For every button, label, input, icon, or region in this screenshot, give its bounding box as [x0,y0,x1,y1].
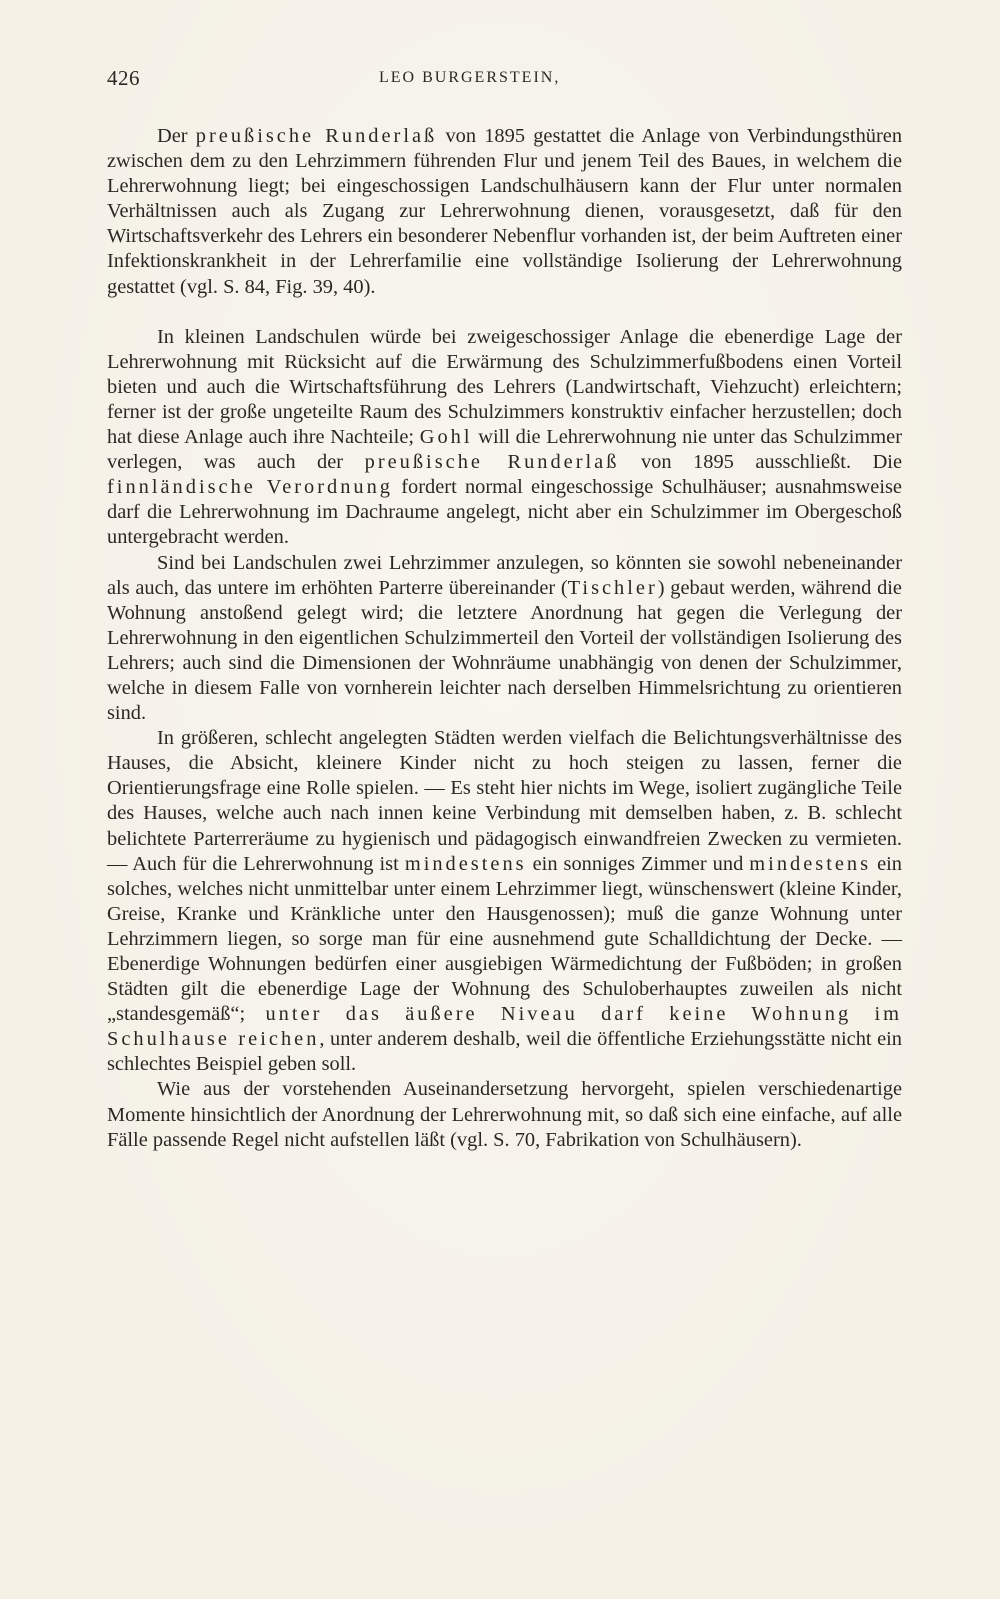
running-head: LEO BURGERSTEIN, [379,69,561,86]
text-span: In größeren, schlecht angelegten Städten werden vielfach die Belichtungsverhältnisse des Hauses, die Absicht, kleinere Kinder nicht zu hoch steigen zu lassen, ferner die Orientierungsfrage eine Rolle spielen. — Es steht hier nichts im Wege, isoliert zugängliche Teile des Hauses, welche auch nach innen keine Verbindung mit demselben haben, z. B. schlecht belichtete Parterreräume zu hygienisch und pädagogisch einwandfreien Zwecken zu vermieten. — Auch für die Lehrerwohnung ist [107,727,902,875]
text-span: will die Lehrerwohnung nie unter das Schulzimmer verlegen, was auch der [107,426,902,474]
emphasis-span: Gohl [419,426,473,449]
emphasis-span: finnländische Verordnung [107,476,393,499]
text-span: ein solches, welches nicht unmittelbar unter einem Lehrzimmer liegt, wünschenswert (kleine Kinder, Greise, Kranke und Kränkliche unter den Hausgenossen); muß die ganze Wohnung unter Lehrzimmern liegen, so sorge man für eine ausnehmend gute Schalldichtung der Decke. — Ebenerdige Wohnungen bedürfen einer ausgiebigen Wärmedichtung der Fußböden; in großen Städten gilt die ebenerdige Lage der Wohnung des Schuloberhauptes zuweilen als nicht „standesgemäß“; [107,852,902,1026]
page-number: 426 [107,66,140,90]
text-span: In kleinen Landschulen würde bei zweigeschossiger Anlage die ebenerdige Lage der Lehrerwohnung mit Rücksicht auf die Erwärmung des Schulzimmerfußbodens einen Vorteil bieten und auch die Wirtschaftsführung des Lehrers (Landwirtschaft, Viehzucht) erleichtern; ferner ist der große ungeteilte Raum des Schulzimmers konstruktiv einfacher herzustellen; doch hat diese Anlage auch ihre Nachteile; [107,325,902,449]
emphasis-span: Tischler [567,576,658,599]
text-span: von 1895 ausschließt. Die [619,451,903,474]
text-span: ein sonniges Zimmer und [526,852,750,875]
emphasis-span: unter das äußere Niveau darf keine Wohnung im Schulhause reichen [107,1003,902,1051]
body-text [107,124,902,1153]
emphasis-span: mindestens [749,852,872,875]
emphasis-span: preußische Runderlaß [364,451,620,474]
text-span: ) gebaut werden, während die Wohnung anstoßend gelegt wird; die letztere Anordnung hat gegen die Verlegung der Lehrerwohnung in den eigentlichen Schulzimmerteil den Vorteil der vollständigen Isolierung des Lehrers; auch sind die Dimensionen der Wohnräume unabhängig von denen der Schulzimmer, welche in diesem Falle von vornherein leichter nach derselben Himmelsrichtung zu orientieren sind. [107,576,902,725]
paragraph-5 [107,1077,902,1152]
text-span: fordert normal eingeschossige Schulhäuser; ausnahmsweise darf die Lehrerwohnung im Dachraume angelegt, nicht aber ein Schulzimmer im Obergeschoß untergebracht werden. [107,476,902,549]
emphasis-span: mindestens [404,852,527,875]
text-span: Sind bei Landschulen zwei Lehrzimmer anzulegen, so könnten sie sowohl nebeneinander als auch, das untere im erhöhten Parterre übereinander ( [107,551,902,599]
text-span: Der [157,125,196,147]
paragraph-2 [107,325,902,551]
text-span: , unter anderem deshalb, weil die öffentliche Erziehungsstätte nicht ein schlechtes Beispiel geben soll. [107,1028,902,1076]
paragraph-1 [107,124,902,300]
page-header [107,66,903,96]
text-span: von 1895 gestattet die Anlage von Verbindungsthüren zwischen dem zu den Lehrzimmern führenden Flur und jenem Teil des Baues, in welchem die Lehrerwohnung liegt; bei eingeschossigen Landschulhäusern kann der Flur unter normalen Verhältnissen auch als Zugang zur Lehrerwohnung dienen, vorausgesetzt, daß für den Wirtschaftsverkehr des Lehrers ein besonderer Nebenflur vorhanden ist, der beim Auftreten einer Infektionskrankheit in der Lehrerfamilie eine vollständige Isolierung der Lehrerwohnung gestattet (vgl. S. 84, Fig. 39, 40). [107,125,903,298]
paragraph-3 [107,551,902,727]
text-span: Wie aus der vorstehenden Auseinandersetzung hervorgeht, spielen verschiedenartige Momente hinsichtlich der Anordnung der Lehrerwohnung mit, so daß sich eine einfache, auf alle Fälle passende Regel nicht aufstellen läßt (vgl. S. 70, Fabrikation von Schulhäusern). [107,1078,902,1151]
paragraph-4 [107,726,902,1077]
emphasis-span: preußische Runderlaß [195,125,438,147]
